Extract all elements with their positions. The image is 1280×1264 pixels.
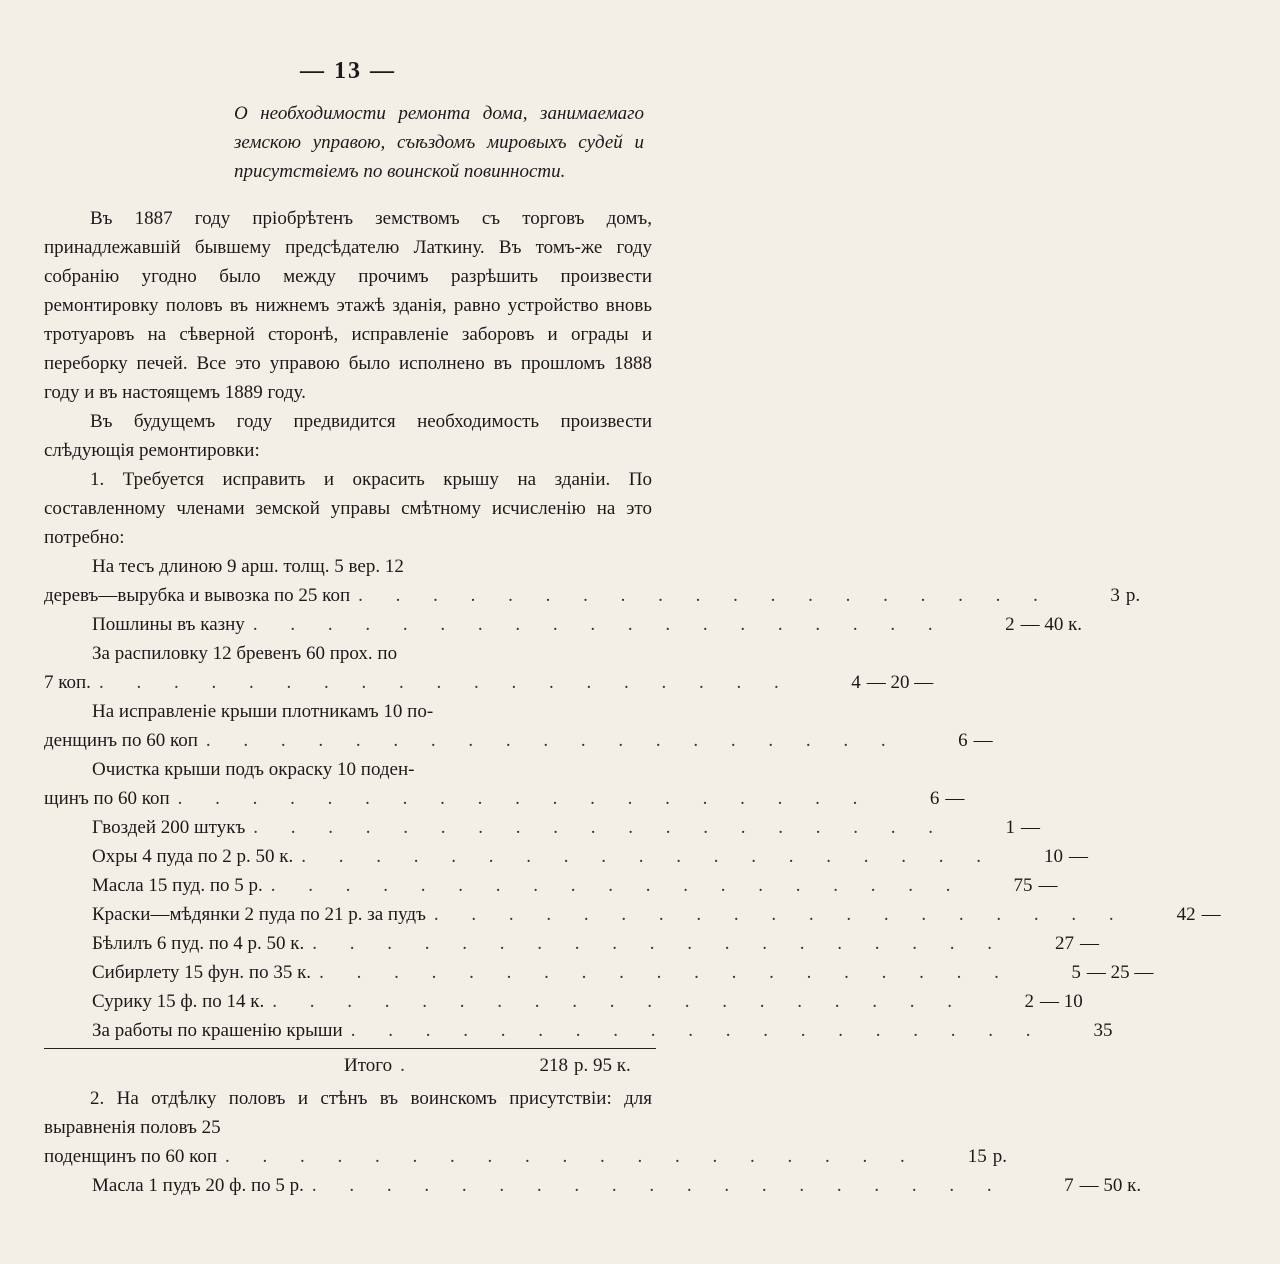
entry-line: На тесъ длиною 9 арш. толщ. 5 вер. 12 <box>92 556 404 577</box>
total-rub: 218 <box>539 1055 568 1076</box>
amount-kop: — 10 <box>1040 991 1083 1012</box>
entry-label: За работы по крашенію крыши <box>92 1020 343 1041</box>
estimate-row <box>44 1171 1142 1200</box>
amount-rub: 6 <box>929 788 940 809</box>
entry-label: денщинъ по 60 коп <box>44 730 198 751</box>
entry-label: поденщинъ по 60 коп <box>44 1146 218 1167</box>
estimate-list-roof <box>44 552 1221 1045</box>
estimate-row <box>44 1016 1113 1045</box>
entry-label: Гвоздей 200 штукъ <box>92 817 246 838</box>
amount-rub: 2 <box>1024 991 1035 1012</box>
estimate-row <box>44 842 1088 871</box>
leader-dots: . . . . . . . . . . . . . . . . . . . <box>358 585 1052 606</box>
amount-kop: р. <box>1125 585 1141 606</box>
estimate-row <box>44 958 1154 987</box>
amount-kop: — <box>1068 846 1088 867</box>
paragraph-item-2: 2. На отдѣлку половъ и стѣнъ въ воинскомъ присутствіи: для выравненія половъ 25 <box>44 1088 652 1138</box>
amount-rub: 42 <box>1176 904 1196 925</box>
leader-dots: . . . . . . . . . . . . . . . . . . . <box>312 933 1006 954</box>
entry-line: Очистка крыши подъ окраску 10 поден- <box>92 759 415 780</box>
leader-dots: . . . . . . . . . . . . . . . . . . . <box>319 962 1013 983</box>
total-kop: р. 95 к. <box>574 1055 631 1076</box>
page-number: — 13 — <box>300 58 396 84</box>
entry-label: Сурику 15 ф. по 14 к. <box>92 991 265 1012</box>
estimate-row <box>44 784 965 813</box>
paragraph-item-1: 1. Требуется исправить и окрасить крышу на зданіи. По составленному членами земской управы смѣтному исчисленію на это потребно: <box>44 469 652 548</box>
amount-kop: — <box>1038 875 1058 896</box>
amount-kop: — <box>1079 933 1099 954</box>
leader-dots: . . . . . . . . . . . . . . . . . . . <box>301 846 995 867</box>
leader-dots: . . . . . . . . . . . . . . . . . . . <box>311 1175 1006 1196</box>
leader-dots: . . . . . . . . . . . . . . . . . . . <box>272 991 967 1012</box>
leader-dots: . <box>400 1055 419 1076</box>
amount-rub: 6 <box>958 730 968 751</box>
page <box>44 58 1221 1200</box>
amount-rub: 10 <box>1043 846 1063 867</box>
amount-kop: — <box>1201 904 1221 925</box>
total-label: Итого <box>344 1055 393 1076</box>
estimate-row <box>44 987 1083 1016</box>
leader-dots: . . . . . . . . . . . . . . . . . . . <box>253 817 948 838</box>
amount-rub: 5 <box>1071 962 1081 983</box>
estimate-row <box>44 929 1099 958</box>
section-title: О необходимости ремонта дома, занимаемаго земскою управою, съѣздомъ мировыхъ судей и присутствіемъ по воинской повинности. <box>234 103 644 182</box>
estimate-row <box>44 813 1041 842</box>
entry-label: Охры 4 пуда по 2 р. 50 к. <box>92 846 294 867</box>
entry-line: За распиловку 12 бревенъ 60 прох. по <box>92 643 398 664</box>
entry-label: Пошлины въ казну <box>92 614 245 635</box>
amount-kop: — <box>1021 817 1041 838</box>
amount-rub: 7 <box>1064 1175 1074 1196</box>
amount-rub: 15 <box>967 1146 987 1167</box>
amount-kop: р. <box>992 1146 1008 1167</box>
estimate-row <box>44 900 1221 929</box>
amount-rub: 4 <box>851 672 861 693</box>
amount-rub: 2 <box>1005 614 1015 635</box>
leader-dots: . . . . . . . . . . . . . . . . . . . <box>205 730 900 751</box>
leader-dots: . . . . . . . . . . . . . . . . . . . <box>270 875 965 896</box>
entry-label: щинъ по 60 коп <box>44 788 170 809</box>
amount-rub: 75 <box>1013 875 1033 896</box>
amount-kop: — 25 — <box>1086 962 1154 983</box>
leader-dots: . . . . . . . . . . . . . . . . . . . <box>252 614 947 635</box>
entry-label: Бѣлилъ 6 пуд. по 4 р. 50 к. <box>92 933 305 954</box>
estimate-row <box>44 726 993 755</box>
amount-kop: — 40 к. <box>1020 614 1083 635</box>
total-rule <box>44 1048 656 1049</box>
estimate-row <box>44 871 1058 900</box>
estimate-row <box>44 1142 1008 1171</box>
entry-line: На исправленіе крыши плотникамъ 10 по- <box>92 701 434 722</box>
amount-kop: — 50 к. <box>1079 1175 1142 1196</box>
estimate-list-floors <box>44 1142 1142 1200</box>
leader-dots: . . . . . . . . . . . . . . . . . . . <box>177 788 872 809</box>
amount-kop <box>1112 1016 1196 1045</box>
leader-dots: . . . . . . . . . . . . . . . . . . . <box>350 1020 1045 1041</box>
amount-rub: 3 <box>1110 585 1120 606</box>
entry-label: деревъ—вырубка и вывозка по 25 коп <box>44 585 351 606</box>
amount-rub: 1 <box>1005 817 1016 838</box>
total-row <box>44 1051 652 1080</box>
entry-label: 7 коп. <box>44 672 91 693</box>
entry-label: Сибирлету 15 фун. по 35 к. <box>92 962 312 983</box>
amount-rub: 35 <box>1093 1020 1113 1041</box>
estimate-row <box>44 581 1141 610</box>
entry-label: Масла 15 пуд. по 5 р. <box>92 875 263 896</box>
leader-dots: . . . . . . . . . . . . . . . . . . . <box>433 904 1128 925</box>
entry-label: Масла 1 пудъ 20 ф. по 5 р. <box>92 1175 304 1196</box>
amount-kop: — 20 — <box>866 672 934 693</box>
amount-kop: — <box>945 788 965 809</box>
entry-label: Краски—мѣдянки 2 пуда по 21 р. за пудъ <box>92 904 426 925</box>
amount-rub: 27 <box>1054 933 1074 954</box>
estimate-row <box>44 668 934 697</box>
paragraph-intro: Въ будущемъ году предвидится необходимость произвести слѣдующія ремонтировки: <box>44 411 652 461</box>
paragraph-history: Въ 1887 году пріобрѣтенъ земствомъ съ торговъ домъ, принадлежавшій бывшему предсѣдателю Латкину. Въ томъ-же году собранію угодно было между прочимъ разрѣшить произвести ремонтировку половъ въ нижнемъ этажѣ зданія, равно устройство вновь тротуаровъ на сѣверной сторонѣ, исправленіе заборовъ и ограды и переборку печей. Все это управою было исполнено въ прошломъ 1888 году и въ настоящемъ 1889 году. <box>44 208 652 403</box>
amount-kop: — <box>973 730 993 751</box>
estimate-row <box>44 610 1083 639</box>
leader-dots: . . . . . . . . . . . . . . . . . . . <box>225 1146 919 1167</box>
leader-dots: . . . . . . . . . . . . . . . . . . . <box>98 672 793 693</box>
